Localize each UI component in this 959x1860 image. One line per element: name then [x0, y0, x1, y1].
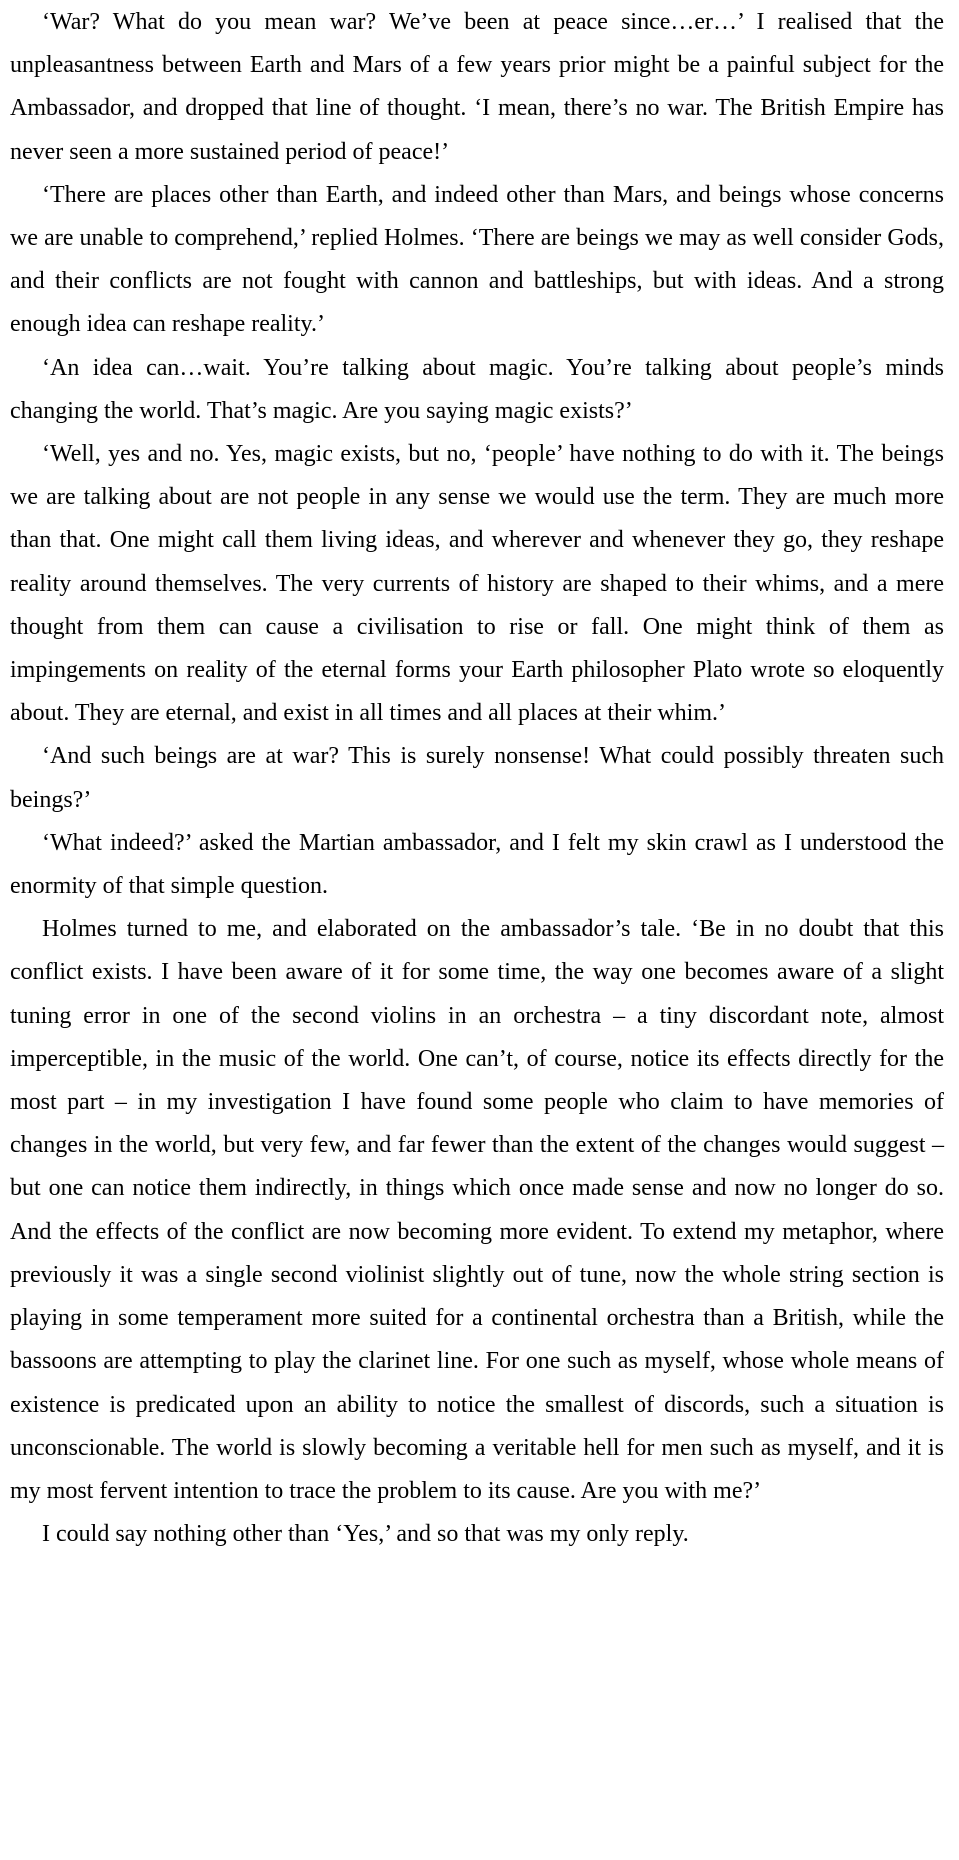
paragraph-7: Holmes turned to me, and elaborated on the ambassador’s tale. ‘Be in no doubt that this conflict exists. I have been aware of it for some time, the way one becomes aware of a slight tuning error in one of the second violins in an orchestra – a tiny discordant note, almost imperceptible, in the music of the world. One can’t, of course, notice its effects directly for the most part – in my investigation I have found some people who claim to have memories of changes in the world, but very few, and far fewer than the extent of the changes would suggest – but one can notice them indirectly, in things which once made sense and now no longer do so. And the effects of the conflict are now becoming more evident. To extend my metaphor, where previously it was a single second violinist slightly out of tune, now the whole string section is playing in some temperament more suited for a continental orchestra than a British, while the bassoons are attempting to play the clarinet line. For one such as myself, whose whole means of existence is predicated upon an ability to notice the smallest of discords, such a situation is unconscionable. The world is slowly becoming a veritable hell for men such as myself, and it is my most fervent intention to trace the problem to its cause. Are you with me?’ — [10, 916, 944, 1504]
paragraph-4: ‘Well, yes and no. Yes, magic exists, but no, ‘people’ have nothing to do with it. The beings we are talking about are not people in any sense we would use the term. They are much more than that. One might call them living ideas, and wherever and whenever they go, they reshape reality around themselves. The very currents of history are shaped to their whims, and a mere thought from them can cause a civilisation to rise or fall. One might think of them as impingements on reality of the eternal forms your Earth philosopher Plato wrote so eloquently about. They are eternal, and exist in all times and all places at their whim.’ — [10, 441, 944, 727]
paragraph-5: ‘And such beings are at war? This is surely nonsense! What could possibly threaten such beings?’ — [10, 743, 944, 813]
paragraph-6: ‘What indeed?’ asked the Martian ambassador, and I felt my skin crawl as I understood the enormity of that simple question. — [10, 829, 944, 900]
paragraph-3: ‘An idea can…wait. You’re talking about magic. You’re talking about people’s minds changing the world. That’s magic. Are you saying magic exists?’ — [10, 354, 944, 424]
paragraph-8: I could say nothing other than ‘Yes,’ and so that was my only reply. — [42, 1521, 689, 1548]
paragraph-2: ‘There are places other than Earth, and indeed other than Mars, and beings whose concerns we are unable to comprehend,’ replied Holmes. ‘There are beings we may as well consider Gods, and their conflicts are not fought with cannon and battleships, but with ideas. And a strong enough idea can reshape reality.’ — [10, 181, 944, 338]
paragraph-1: ‘War? What do you mean war? We’ve been at peace since…er…’ I realised that the unpleasantness between Earth and Mars of a few years prior might be a painful subject for the Ambassador, and dropped that line of thought. ‘I mean, there’s no war. The British Empire has never seen a more sustained period of peace!’ — [10, 9, 944, 165]
